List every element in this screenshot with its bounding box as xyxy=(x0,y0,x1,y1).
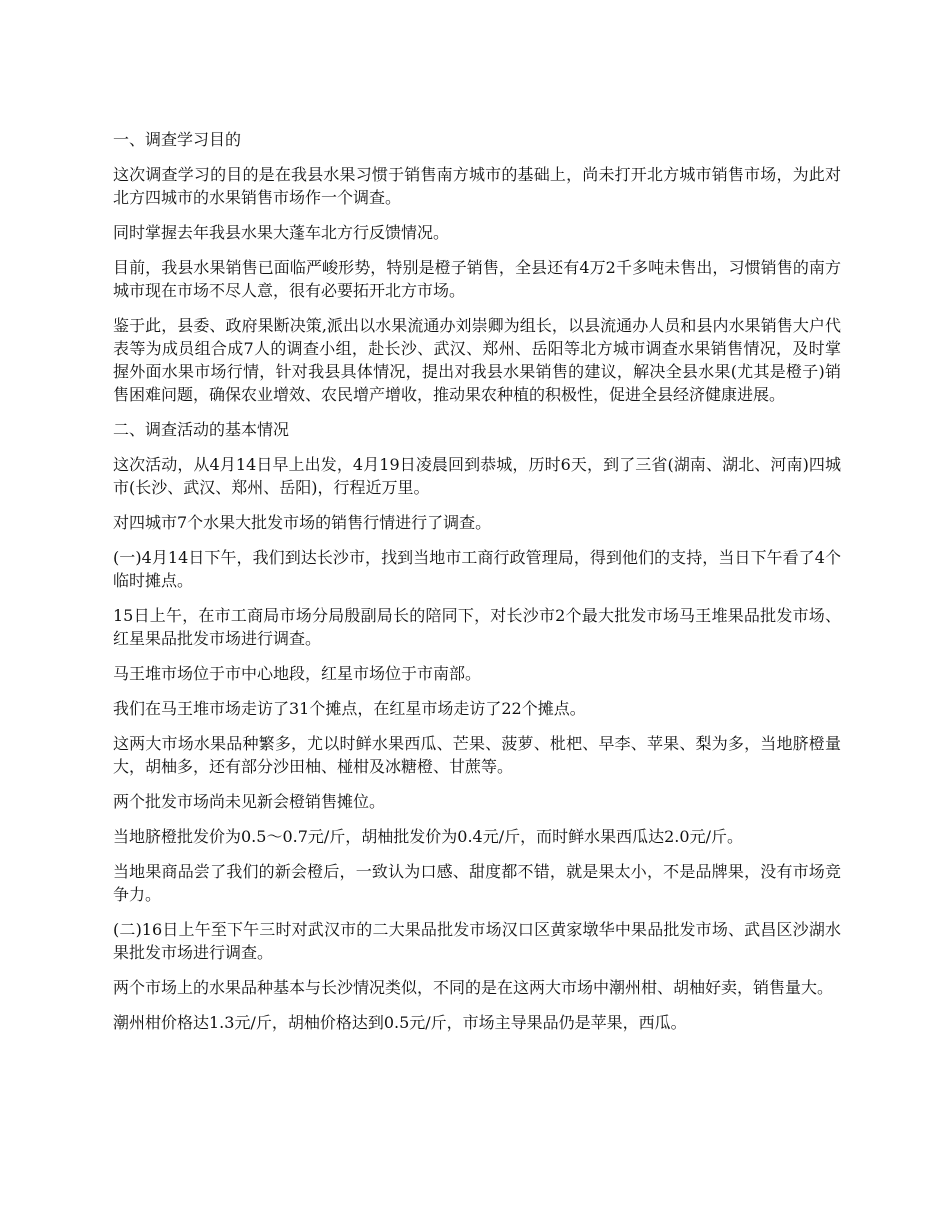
section-heading-1: 一、调查学习目的 xyxy=(113,130,242,149)
paragraph: (二)16日上午至下午三时对武汉市的二大果品批发市场汉口区黄家墩华中果品批发市场、武昌区沙湖水果批发市场进行调查。 xyxy=(113,920,841,962)
section-heading-2: 二、调查活动的基本情况 xyxy=(113,420,290,439)
paragraph: 这次调查学习的目的是在我县水果习惯于销售南方城市的基础上，尚未打开北方城市销售市场，为此对北方四城市的水果销售市场作一个调查。 xyxy=(113,165,841,207)
document-body xyxy=(113,128,841,1046)
paragraph: 当地脐橙批发价为0.5～0.7元/斤，胡柚批发价为0.4元/斤，而时鲜水果西瓜达2.0元/斤。 xyxy=(113,827,743,846)
paragraph: (一)4月14日下午，我们到达长沙市，找到当地市工商行政管理局，得到他们的支持，当日下午看了4个临时摊点。 xyxy=(113,548,841,590)
paragraph: 我们在马王堆市场走访了31个摊点，在红星市场走访了22个摊点。 xyxy=(113,699,586,718)
paragraph: 这次活动，从4月14日早上出发，4月19日凌晨回到恭城，历时6天，到了三省(湖南、湖北、河南)四城市(长沙、武汉、郑州、岳阳)，行程近万里。 xyxy=(113,455,841,497)
paragraph: 当地果商品尝了我们的新会橙后，一致认为口感、甜度都不错，就是果太小，不是品牌果，没有市场竞争力。 xyxy=(113,862,841,904)
paragraph: 马王堆市场位于市中心地段，红星市场位于市南部。 xyxy=(113,664,482,683)
paragraph: 鉴于此，县委、政府果断决策,派出以水果流通办刘崇卿为组长，以县流通办人员和县内水果销售大户代表等为成员组合成7人的调查小组，赴长沙、武汉、郑州、岳阳等北方城市调查水果销售情况，及时掌握外面水果市场行情，针对我县具体情况，提出对我县水果销售的建议，解决全县水果(尤其是橙子)销售困难问题，确保农业增效、农民增产增收，推动果农种植的积极性，促进全县经济健康进展。 xyxy=(113,316,841,404)
paragraph: 对四城市7个水果大批发市场的销售行情进行了调查。 xyxy=(113,513,492,532)
paragraph: 两个市场上的水果品种基本与长沙情况类似，不同的是在这两大市场中潮州柑、胡柚好卖，销售量大。 xyxy=(113,978,834,997)
paragraph: 这两大市场水果品种繁多，尤以时鲜水果西瓜、芒果、菠萝、枇杷、早李、苹果、梨为多，当地脐橙量大，胡柚多，还有部分沙田柚、椪柑及冰糖橙、甘蔗等。 xyxy=(113,734,841,776)
paragraph: 15日上午，在市工商局市场分局殷副局长的陪同下，对长沙市2个最大批发市场马王堆果品批发市场、红星果品批发市场进行调查。 xyxy=(113,606,841,648)
paragraph: 目前，我县水果销售已面临严峻形势，特别是橙子销售，全县还有4万2千多吨未售出，习惯销售的南方城市现在市场不尽人意，很有必要拓开北方市场。 xyxy=(113,258,841,300)
paragraph: 潮州柑价格达1.3元/斤，胡柚价格达到0.5元/斤，市场主导果品仍是苹果，西瓜。 xyxy=(113,1013,687,1032)
paragraph: 同时掌握去年我县水果大蓬车北方行反馈情况。 xyxy=(113,223,450,242)
paragraph: 两个批发市场尚未见新会橙销售摊位。 xyxy=(113,792,386,811)
